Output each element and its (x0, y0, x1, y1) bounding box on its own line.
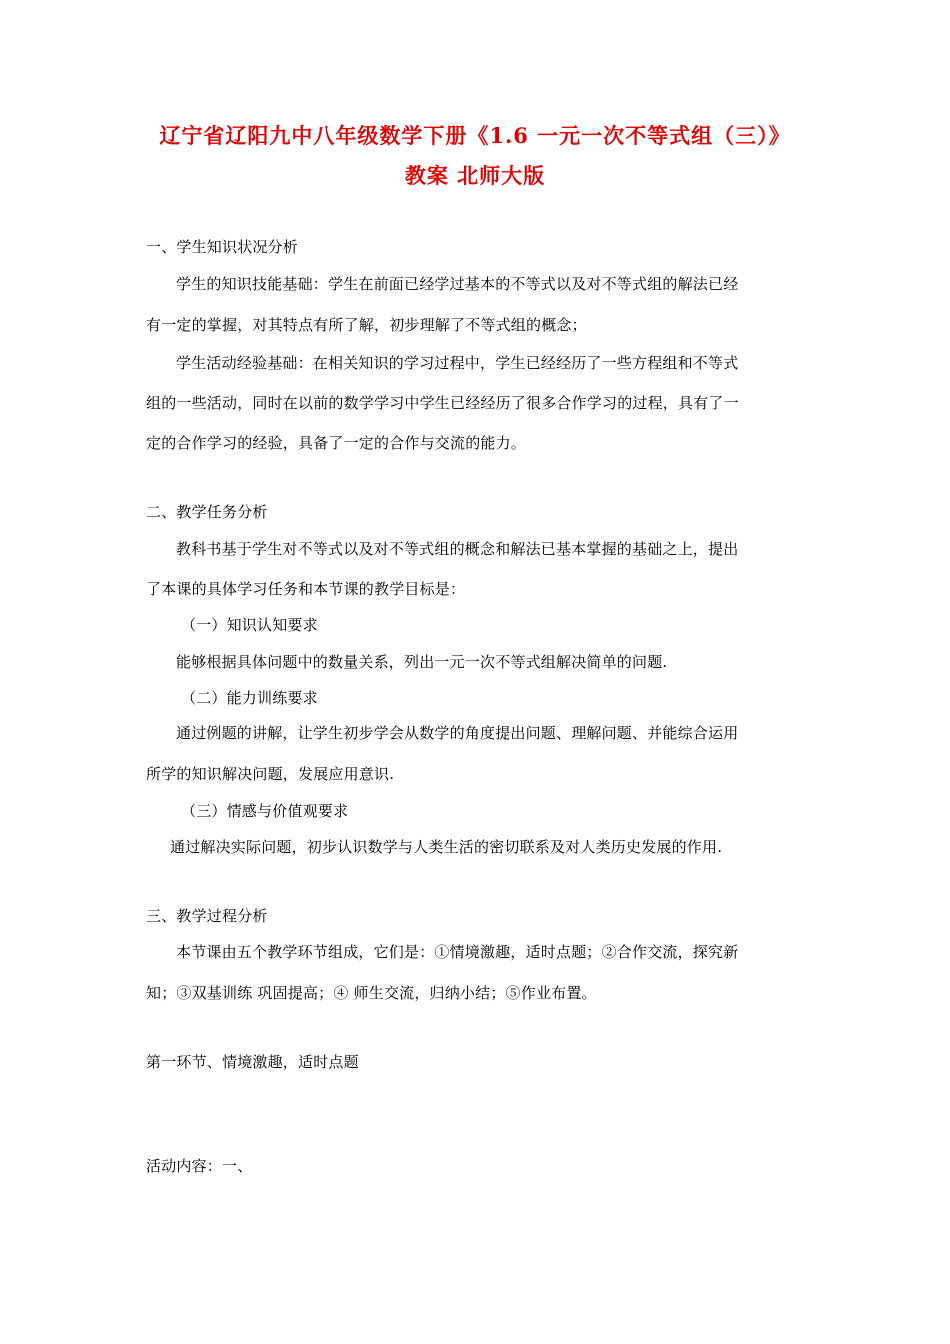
section-1-heading: 一、学生知识状况分析 (146, 238, 299, 256)
paragraph-line: 教科书基于学生对不等式以及对不等式组的概念和解法已基本掌握的基础之上，提出 (176, 540, 739, 558)
paragraph-line: 本节课由五个教学环节组成，它们是：①情境激趣，适时点题；②合作交流，探究新 (176, 943, 739, 961)
paragraph-line: 通过解决实际问题，初步认识数学与人类生活的密切联系及对人类历史发展的作用. (170, 838, 723, 856)
paragraph-line: 能够根据具体问题中的数量关系，列出一元一次不等式组解决简单的问题. (176, 653, 668, 671)
paragraph-line: 所学的知识解决问题，发展应用意识. (146, 765, 395, 783)
paragraph-line: 了本课的具体学习任务和本节课的教学目标是： (146, 580, 466, 598)
paragraph-line: 学生活动经验基础：在相关知识的学习过程中，学生已经经历了一些方程组和不等式 (176, 354, 739, 372)
paragraph-line: 通过例题的讲解，让学生初步学会从数学的角度提出问题、理解问题、并能综合运用 (176, 724, 739, 742)
paragraph-line: 组的一些活动，同时在以前的数学学习中学生已经经历了很多合作学习的过程，具有了一 (146, 394, 739, 412)
stage-1-heading: 第一环节、情境激趣，适时点题 (146, 1053, 359, 1071)
paragraph-line: 学生的知识技能基础：学生在前面已经学过基本的不等式以及对不等式组的解法已经 (176, 275, 739, 293)
paragraph-line: 有一定的掌握，对其特点有所了解，初步理解了不等式组的概念； (146, 316, 587, 334)
section-3-heading: 三、教学过程分析 (146, 907, 268, 925)
paragraph-line: 定的合作学习的经验，具备了一定的合作与交流的能力。 (146, 434, 527, 452)
paragraph-line: 知；③双基训练 巩固提高；④ 师生交流，归纳小结；⑤作业布置。 (146, 984, 597, 1002)
subsection-heading: （三）情感与价值观要求 (181, 802, 349, 820)
subsection-heading: （一）知识认知要求 (181, 616, 318, 634)
document-title-line-1: 辽宁省辽阳九中八年级数学下册《1.6 一元一次不等式组（三）》 (159, 123, 791, 148)
subsection-heading: （二）能力训练要求 (181, 689, 318, 707)
section-2-heading: 二、教学任务分析 (146, 503, 268, 521)
activity-content-label: 活动内容：一、 (146, 1157, 253, 1175)
document-title-line-2: 教案 北师大版 (404, 163, 546, 188)
